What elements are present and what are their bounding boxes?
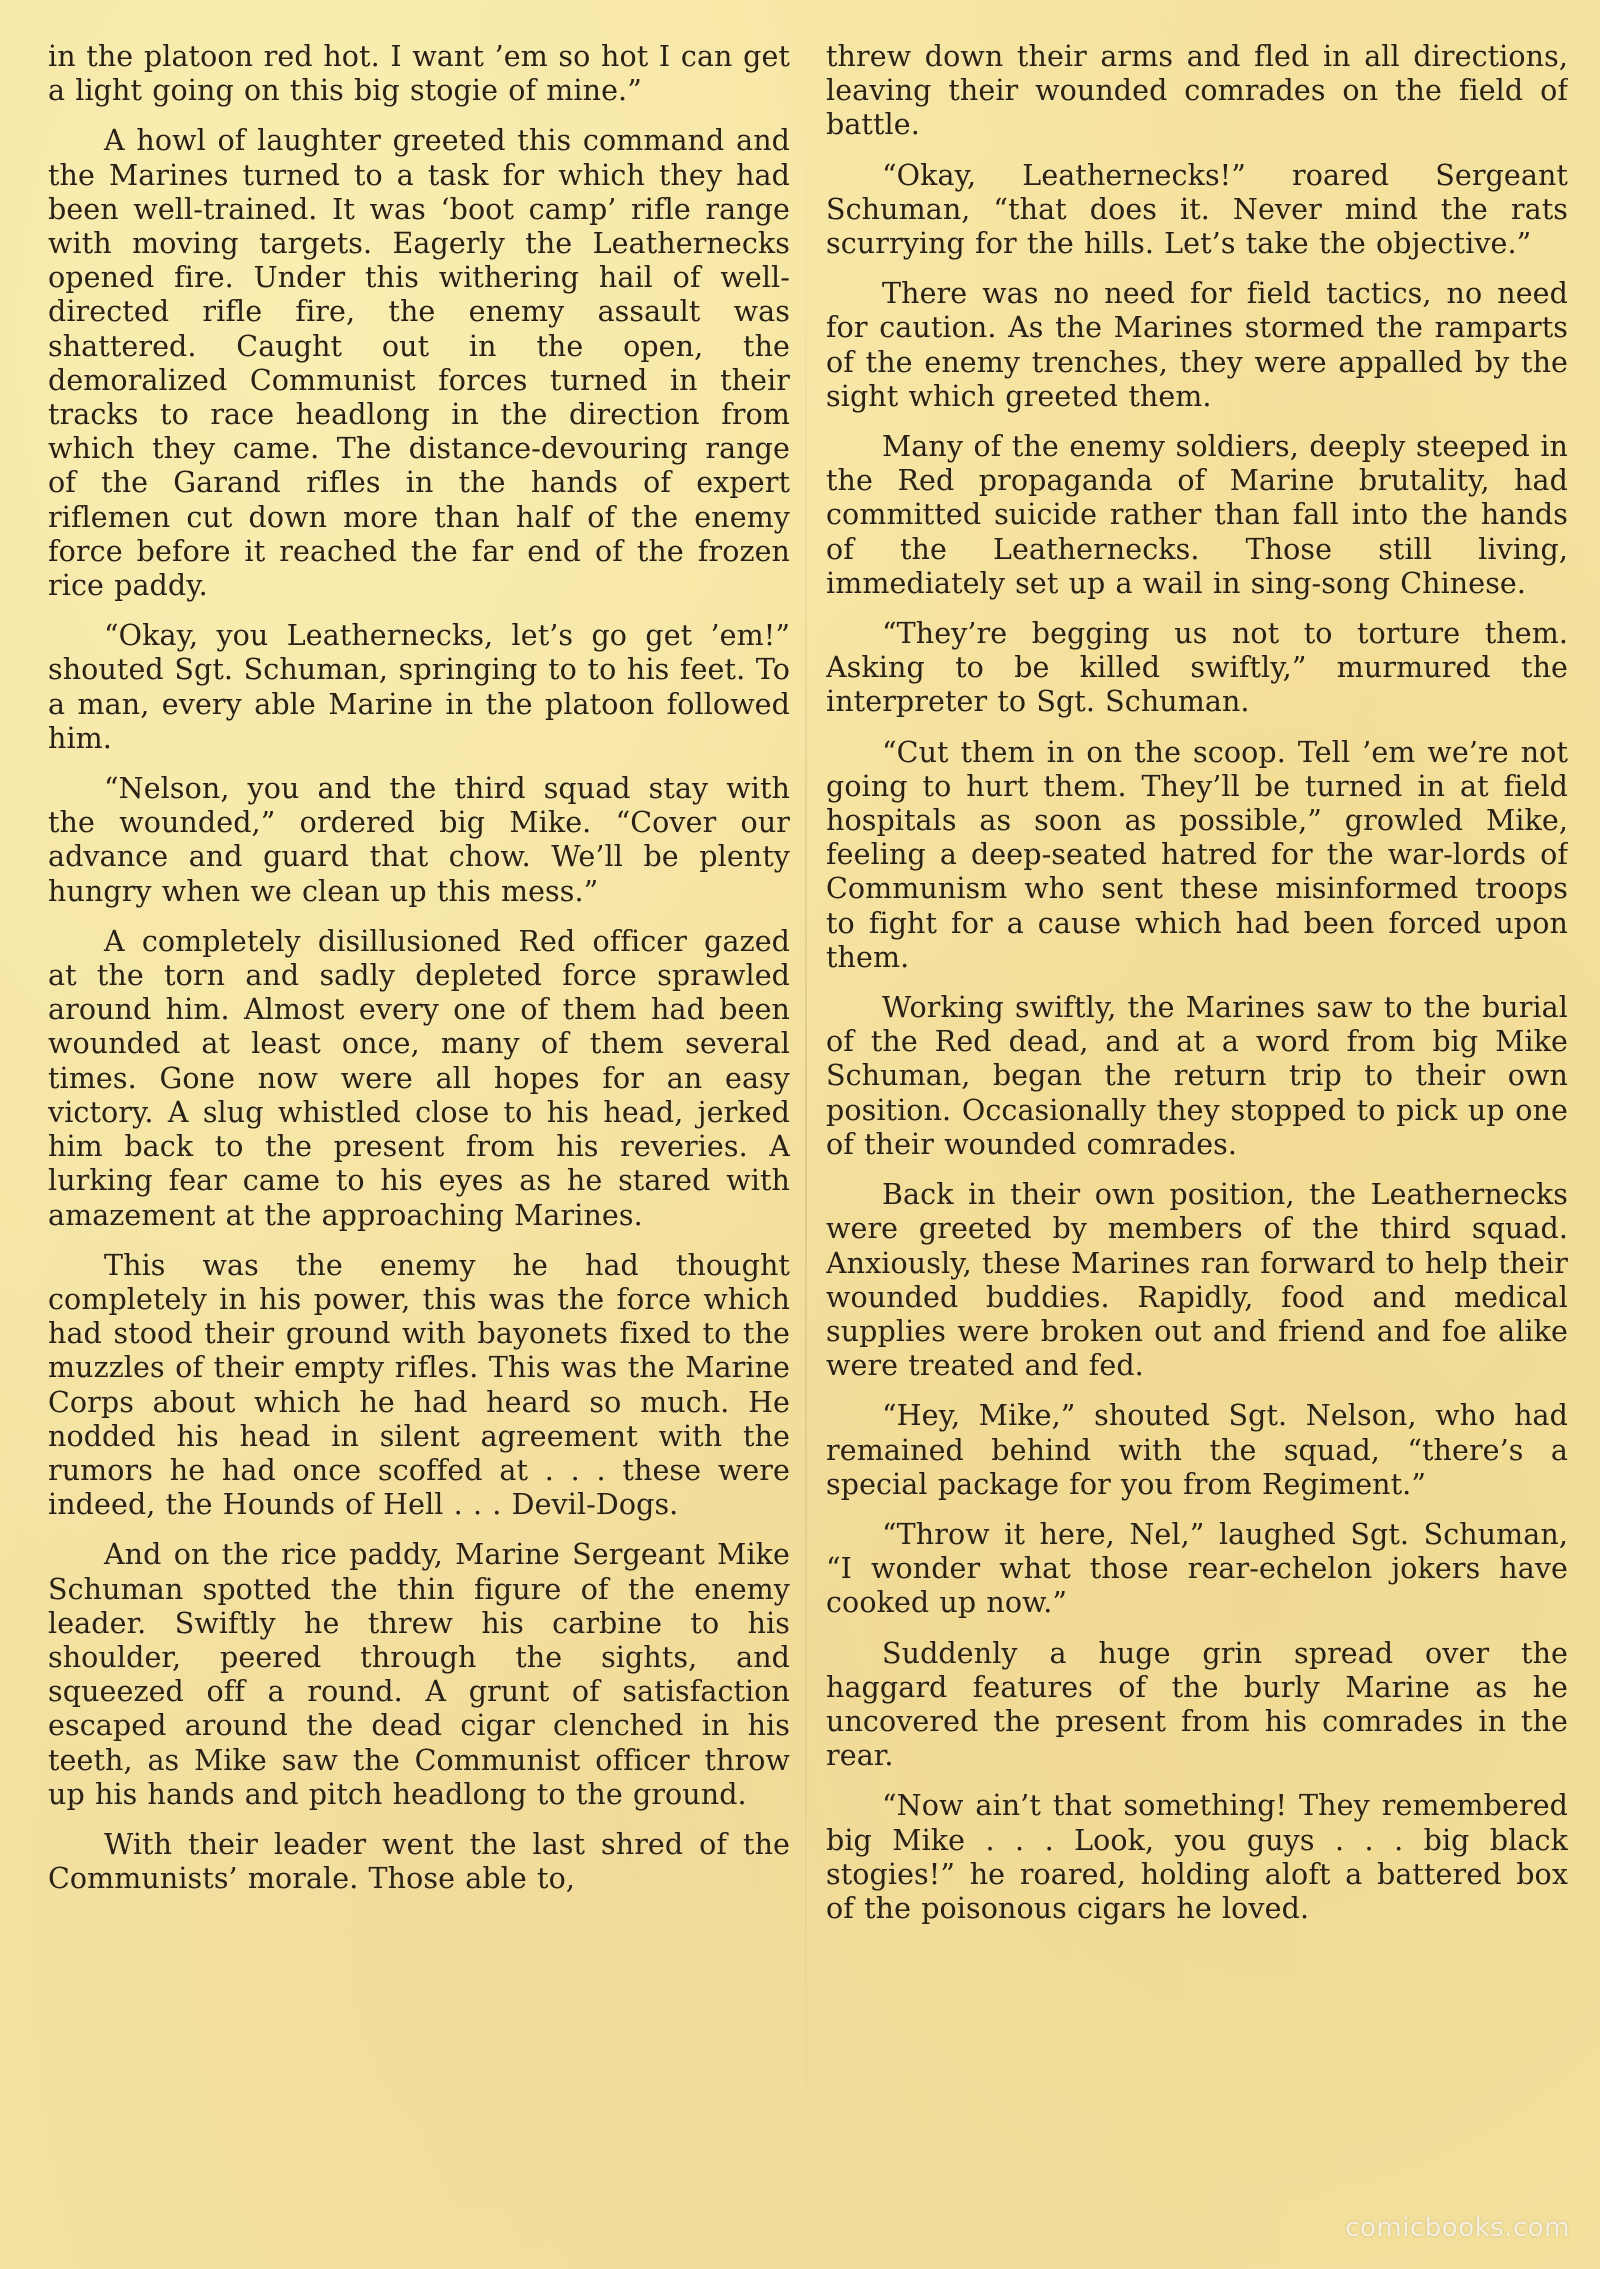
right-column bbox=[826, 40, 1568, 2230]
paragraph: “Throw it here, Nel,” laughed Sgt. Schuman, “I wonder what those rear-echelon jokers have cooked up now.” bbox=[826, 1517, 1568, 1620]
column-gutter bbox=[805, 40, 807, 2230]
paragraph: With their leader went the last shred of the Communists’ morale. Those able to, bbox=[48, 1827, 790, 1896]
paragraph: in the platoon red hot. I want ’em so hot I can get a light going on this big stogie of mine.” bbox=[48, 40, 790, 108]
paragraph: This was the enemy he had thought completely in his power, this was the force which had stood their ground with bayonets fixed to the muzzles of their empty rifles. This was the Marine Corps about which he had heard so much. He nodded his head in silent agreement with the rumors he had once scoffed at . . . these were indeed, the Hounds of Hell . . . Devil-Dogs. bbox=[48, 1248, 790, 1522]
paragraph: “Cut them in on the scoop. Tell ’em we’re not going to hurt them. They’ll be turned in at field hospitals as soon as possible,” growled Mike, feeling a deep-seated hatred for the war-lords of Communism who sent these misinformed troops to fight for a cause which had been forced upon them. bbox=[826, 735, 1568, 974]
paragraph: A completely disillusioned Red officer gazed at the torn and sadly depleted force sprawled around him. Almost every one of them had been wounded at least once, many of them several times. Gone now were all hopes for an easy victory. A slug whistled close to his head, jerked him back to the present from his reveries. A lurking fear came to his eyes as he stared with amazement at the approaching Marines. bbox=[48, 924, 790, 1232]
paragraph: “Okay, you Leathernecks, let’s go get ’em!” shouted Sgt. Schuman, springing to to his feet. To a man, every able Marine in the platoon followed him. bbox=[48, 619, 790, 755]
paragraph: threw down their arms and fled in all directions, leaving their wounded comrades on the field of battle. bbox=[826, 40, 1568, 142]
watermark: comicbooks.com bbox=[1345, 2213, 1570, 2243]
paragraph: Back in their own position, the Leathernecks were greeted by members of the third squad. Anxiously, these Marines ran forward to help their wounded buddies. Rapidly, food and medical supplies were broken out and friend and foe alike were treated and fed. bbox=[826, 1178, 1568, 1383]
paragraph: And on the rice paddy, Marine Sergeant Mike Schuman spotted the thin figure of the enemy leader. Swiftly he threw his carbine to his shoulder, peered through the sights, and squeezed off a round. A grunt of satisfaction escaped around the dead cigar clenched in his teeth, as Mike saw the Communist officer throw up his hands and pitch headlong to the ground. bbox=[48, 1538, 790, 1811]
paragraph: Many of the enemy soldiers, deeply steeped in the Red propaganda of Marine brutality, had committed suicide rather than fall into the hands of the Leathernecks. Those still living, immediately set up a wail in sing-song Chinese. bbox=[826, 430, 1568, 600]
paragraph: “Okay, Leathernecks!” roared Sergeant Schuman, “that does it. Never mind the rats scurrying for the hills. Let’s take the objective.” bbox=[826, 158, 1568, 261]
paragraph: “They’re begging us not to torture them. Asking to be killed swiftly,” murmured the interpreter to Sgt. Schuman. bbox=[826, 617, 1568, 719]
paragraph: There was no need for field tactics, no need for caution. As the Marines stormed the ramparts of the enemy trenches, they were appalled by the sight which greeted them. bbox=[826, 277, 1568, 413]
paragraph: “Nelson, you and the third squad stay with the wounded,” ordered big Mike. “Cover our advance and guard that chow. We’ll be plenty hungry when we clean up this mess.” bbox=[48, 772, 790, 908]
paragraph: “Now ain’t that something! They remembered big Mike . . . Look, you guys . . . big black stogies!” he roared, holding aloft a battered box of the poisonous cigars he loved. bbox=[826, 1789, 1568, 1925]
left-column bbox=[48, 40, 790, 2230]
paragraph: Suddenly a huge grin spread over the haggard features of the burly Marine as he uncovered the present from his comrades in the rear. bbox=[826, 1636, 1568, 1773]
paragraph: Working swiftly, the Marines saw to the burial of the Red dead, and at a word from big Mike Schuman, began the return trip to their own position. Occasionally they stopped to pick up one of their wounded comrades. bbox=[826, 991, 1568, 1161]
paragraph: “Hey, Mike,” shouted Sgt. Nelson, who had remained behind with the squad, “there’s a special package for you from Regiment.” bbox=[826, 1399, 1568, 1501]
article-page bbox=[48, 40, 1568, 2230]
paragraph: A howl of laughter greeted this command and the Marines turned to a task for which they had been well-trained. It was ‘boot camp’ rifle range with moving targets. Eagerly the Leathernecks opened fire. Under this withering hail of well-directed rifle fire, the enemy assault was shattered. Caught out in the open, the demoralized Communist forces turned in their tracks to race headlong in the direction from which they came. The distance-devouring range of the Garand rifles in the hands of expert riflemen cut down more than half of the enemy force before it reached the far end of the frozen rice paddy. bbox=[48, 124, 790, 603]
